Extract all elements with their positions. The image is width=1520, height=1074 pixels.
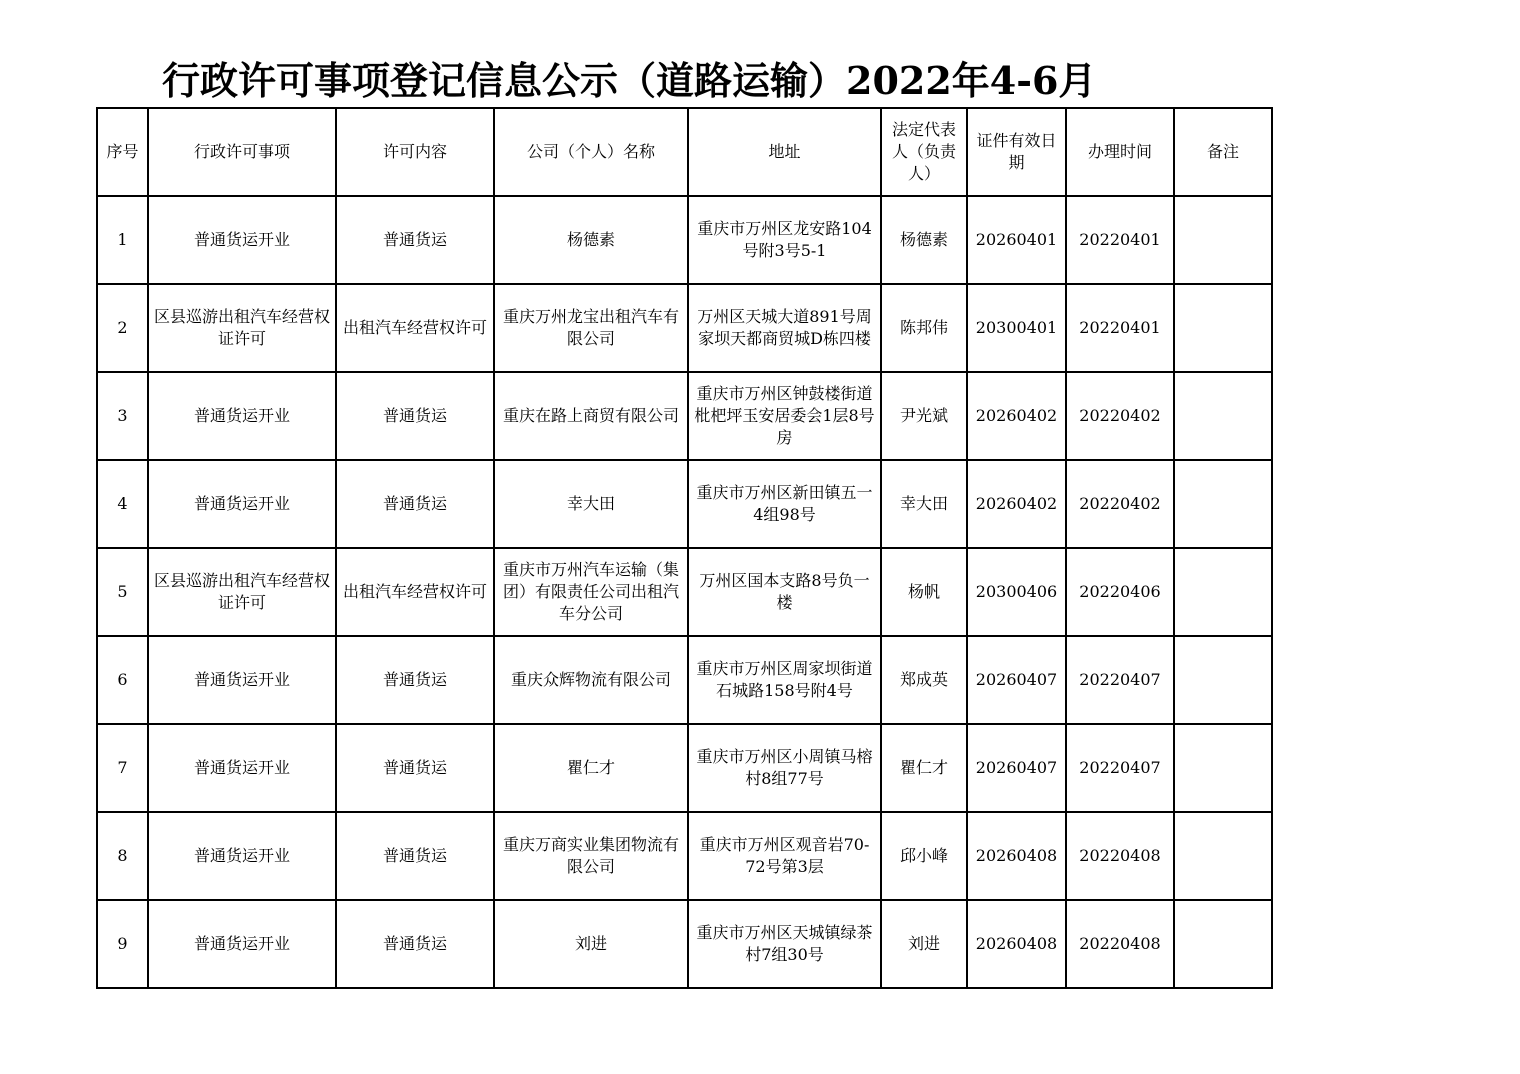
cell-item: 普通货运开业 [148,460,336,548]
cell-note [1174,724,1272,812]
cell-seq: 9 [97,900,148,988]
cell-date: 20220406 [1066,548,1174,636]
header-address: 地址 [688,108,881,196]
table-row [97,372,1272,460]
cell-rep: 郑成英 [881,636,967,724]
cell-item: 普通货运开业 [148,724,336,812]
cell-name: 瞿仁才 [494,724,688,812]
page-title: 行政许可事项登记信息公示（道路运输）2022年4-6月 [162,58,1097,103]
cell-name: 重庆万州龙宝出租汽车有限公司 [494,284,688,372]
cell-content: 普通货运 [336,196,494,284]
cell-seq: 8 [97,812,148,900]
cell-valid: 20260408 [967,900,1066,988]
license-register-table [96,107,1273,989]
cell-name: 重庆市万州汽车运输（集团）有限责任公司出租汽车分公司 [494,548,688,636]
header-rep: 法定代表人（负责人） [881,108,967,196]
cell-name: 重庆众辉物流有限公司 [494,636,688,724]
cell-valid: 20260407 [967,636,1066,724]
cell-note [1174,284,1272,372]
cell-address: 重庆市万州区钟鼓楼街道枇杷坪玉安居委会1层8号房 [688,372,881,460]
cell-seq: 3 [97,372,148,460]
cell-address: 重庆市万州区新田镇五一4组98号 [688,460,881,548]
cell-rep: 杨德素 [881,196,967,284]
cell-valid: 20260401 [967,196,1066,284]
table-header-row [97,108,1272,196]
table-row [97,284,1272,372]
cell-note [1174,548,1272,636]
cell-seq: 5 [97,548,148,636]
header-date: 办理时间 [1066,108,1174,196]
cell-valid: 20260407 [967,724,1066,812]
cell-name: 杨德素 [494,196,688,284]
cell-seq: 7 [97,724,148,812]
cell-valid: 20300406 [967,548,1066,636]
table-row [97,724,1272,812]
cell-name: 幸大田 [494,460,688,548]
header-note: 备注 [1174,108,1272,196]
cell-address: 重庆市万州区龙安路104号附3号5-1 [688,196,881,284]
cell-seq: 4 [97,460,148,548]
cell-valid: 20260408 [967,812,1066,900]
cell-date: 20220408 [1066,900,1174,988]
cell-content: 普通货运 [336,812,494,900]
cell-date: 20220401 [1066,284,1174,372]
cell-address: 万州区天城大道891号周家坝天都商贸城D栋四楼 [688,284,881,372]
cell-note [1174,900,1272,988]
cell-seq: 2 [97,284,148,372]
table-row [97,900,1272,988]
cell-note [1174,196,1272,284]
table-row [97,548,1272,636]
cell-date: 20220407 [1066,636,1174,724]
cell-valid: 20300401 [967,284,1066,372]
cell-name: 刘进 [494,900,688,988]
cell-valid: 20260402 [967,372,1066,460]
cell-seq: 6 [97,636,148,724]
cell-content: 出租汽车经营权许可 [336,548,494,636]
cell-seq: 1 [97,196,148,284]
cell-content: 普通货运 [336,724,494,812]
cell-item: 普通货运开业 [148,900,336,988]
cell-address: 重庆市万州区小周镇马榕村8组77号 [688,724,881,812]
header-content: 许可内容 [336,108,494,196]
cell-item: 普通货运开业 [148,372,336,460]
cell-date: 20220407 [1066,724,1174,812]
table-row [97,636,1272,724]
header-name: 公司（个人）名称 [494,108,688,196]
cell-date: 20220401 [1066,196,1174,284]
cell-content: 普通货运 [336,900,494,988]
cell-date: 20220408 [1066,812,1174,900]
cell-rep: 瞿仁才 [881,724,967,812]
cell-rep: 杨帆 [881,548,967,636]
cell-address: 重庆市万州区天城镇绿茶村7组30号 [688,900,881,988]
header-item: 行政许可事项 [148,108,336,196]
cell-rep: 刘进 [881,900,967,988]
table-row [97,812,1272,900]
cell-note [1174,636,1272,724]
cell-address: 重庆市万州区周家坝街道石城路158号附4号 [688,636,881,724]
cell-item: 区县巡游出租汽车经营权证许可 [148,548,336,636]
header-seq: 序号 [97,108,148,196]
cell-content: 普通货运 [336,460,494,548]
cell-name: 重庆在路上商贸有限公司 [494,372,688,460]
cell-rep: 幸大田 [881,460,967,548]
cell-address: 重庆市万州区观音岩70-72号第3层 [688,812,881,900]
cell-note [1174,812,1272,900]
cell-item: 区县巡游出租汽车经营权证许可 [148,284,336,372]
cell-rep: 尹光斌 [881,372,967,460]
cell-valid: 20260402 [967,460,1066,548]
cell-item: 普通货运开业 [148,196,336,284]
cell-rep: 邱小峰 [881,812,967,900]
cell-item: 普通货运开业 [148,636,336,724]
cell-content: 出租汽车经营权许可 [336,284,494,372]
table-row [97,196,1272,284]
table-row [97,460,1272,548]
cell-content: 普通货运 [336,636,494,724]
cell-date: 20220402 [1066,372,1174,460]
cell-name: 重庆万商实业集团物流有限公司 [494,812,688,900]
cell-address: 万州区国本支路8号负一楼 [688,548,881,636]
cell-content: 普通货运 [336,372,494,460]
header-valid: 证件有效日期 [967,108,1066,196]
cell-note [1174,460,1272,548]
cell-rep: 陈邦伟 [881,284,967,372]
cell-date: 20220402 [1066,460,1174,548]
cell-item: 普通货运开业 [148,812,336,900]
cell-note [1174,372,1272,460]
